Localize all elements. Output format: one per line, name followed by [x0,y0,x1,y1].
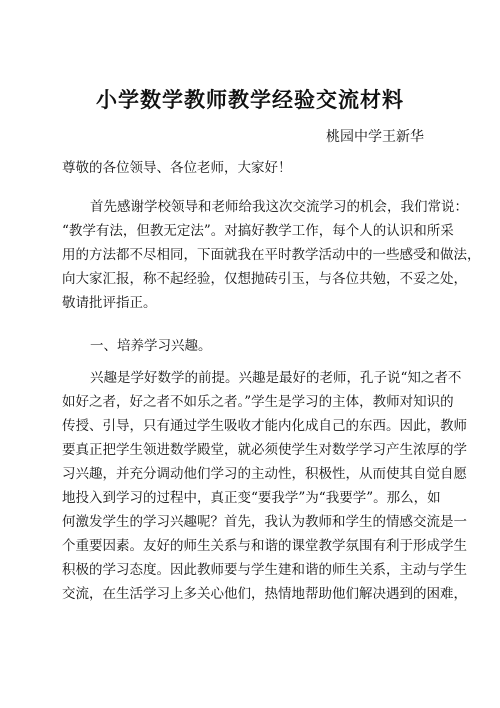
intro-line: 向大家汇报，称不起经验，仅想抛砖引玉，与各位共勉，不妥之处， [62,271,467,287]
section-line: 个重要因素。友好的师生关系与和谐的课堂教学氛围有利于形成学生 [62,538,467,554]
section-line: 习兴趣，并充分调动他们学习的主动性，积极性，从而使其自觉自愿 [62,466,467,482]
section-line: 要真正把学生领进数学殿堂，就必须使学生对数学学习产生浓厚的学 [62,442,467,458]
section-paragraph [62,366,467,606]
section-line: 交流，在生活学习上多关心他们，热情地帮助他们解决遇到的困难， [62,586,467,602]
section-line: 地投入到学习的过程中，真正变“要我学”为“我要学”。那么，如 [62,490,441,506]
intro-line: “教学有法，但教无定法”。对搞好教学工作，每个人的认识和所采 [62,223,454,239]
intro-paragraph [62,195,481,315]
section-line: 积极的学习态度。因此教师要与学生建和谐的师生关系，主动与学生 [62,562,467,578]
section-heading: 一、培养学习兴趣。 [90,338,212,354]
intro-line: 首先感谢学校领导和老师给我这次交流学习的机会，我们常说： [90,199,468,215]
document-author: 桃园中学王新华 [326,129,424,145]
document-title: 小学数学教师教学经验交流材料 [96,88,404,112]
intro-line: 用的方法都不尽相同，下面就我在平时教学活动中的一些感受和做法， [62,247,481,263]
section-line: 兴趣是学好数学的前提。兴趣是最好的老师，孔子说“知之者不 [90,370,462,386]
greeting: 尊敬的各位领导、各位老师，大家好！ [62,160,292,176]
section-line: 何激发学生的学习兴趣呢？首先，我认为教师和学生的情感交流是一 [62,514,467,530]
section-line: 如好之者，好之者不如乐之者。”学生是学习的主体，教师对知识的 [62,394,454,410]
section-line: 传授、引导，只有通过学生吸收才能内化成自己的东西。因此，教师 [62,418,467,434]
intro-line: 敬请批评指正。 [62,295,157,311]
